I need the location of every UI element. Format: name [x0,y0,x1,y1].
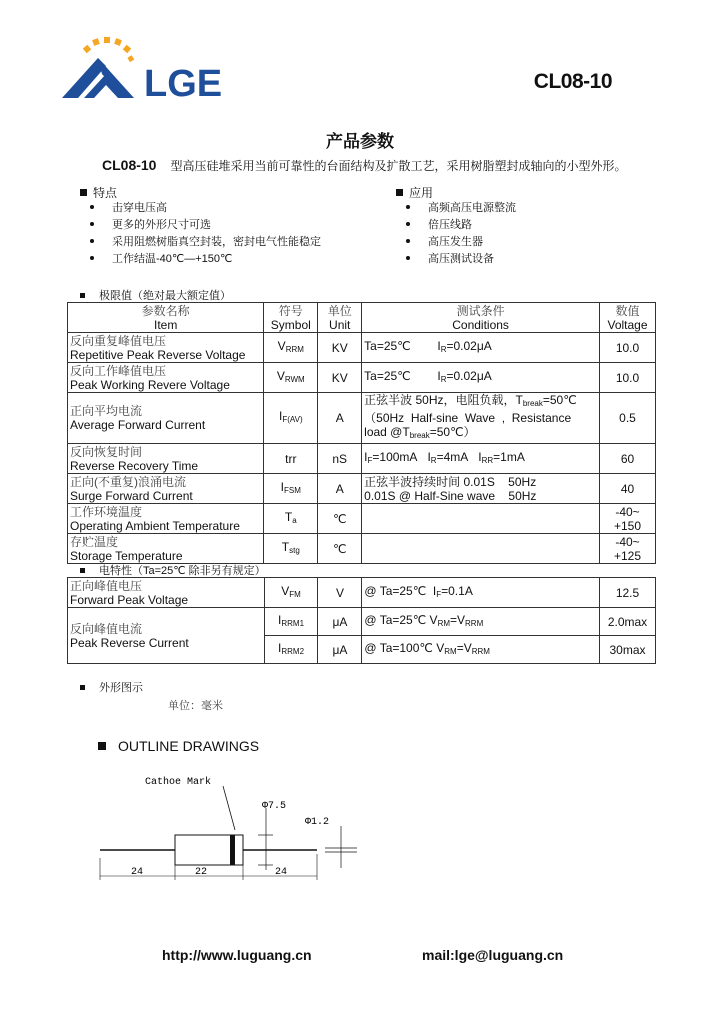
document-heading: 产品参数 [326,132,394,151]
limits-heading: 极限值（绝对最大额定值） [80,287,231,303]
bullet-icon [90,256,94,260]
dim-left-label: 24 [131,867,144,878]
logo-text: LGE [144,63,223,102]
electrical-heading: 电特性（Ta=25℃ 除非另有规定） [80,562,266,578]
table-row: $I_{RRM2}$ μA @ Ta=100℃ $V_{RM}=V_{RRM}$ 30max [68,636,656,664]
header-symbol: 符号 Symbol [264,303,318,333]
table-row: 反向恢复时间 Reverse Recovery Time trr nS $I_F=100mA$ $I_R=4mA$ $I_{RR}=1mA$ 60 [68,444,656,474]
square-bullet-icon [98,742,106,750]
header-item: 参数名称 Item [68,303,264,333]
logo-mountain-icon [62,58,134,98]
table-row: 反向重复峰值电压 Repetitive Peak Reverse Voltage $V_{RRM}$ KV Ta=25℃ $I_R=0.02\mu A$ 10.0 [68,333,656,363]
table-row: 正向平均电流 Average Forward Current $I_{F(AV)}$ A 正弦半波 50Hz，电阻负载，$T_{break}=50℃$ （50Hz Half-sine Wave , Resistance load $@T_{break}=50℃$） 0.5 [68,393,656,444]
list-item: 倍压线路 [406,217,516,234]
intro-model: CL08-10 [102,157,157,173]
cathode-mark-label: Cathoe Mark [145,777,212,788]
square-bullet-icon [80,293,85,298]
bullet-icon [406,256,410,260]
list-item: 高压发生器 [406,234,516,251]
electrical-table [67,577,656,664]
unit-note: 单位：毫米 [168,700,223,712]
square-bullet-icon [396,189,403,196]
list-item: 采用阻燃树脂真空封装，密封电气性能稳定 [90,234,321,251]
list-item: 工作结温-40℃—+150℃ [90,251,321,268]
list-item: 更多的外形尺寸可选 [90,217,321,234]
applications-list [406,200,516,268]
table-row: 正向(不重复)浪涌电流 Surge Forward Current $I_{FSM}$ A 正弦半波持续时间 0.01S 50Hz 0.01S @ Half-Sine wave 50Hz 40 [68,474,656,504]
cathode-band [230,835,235,865]
table-row: 反向工作峰值电压 Peak Working Revere Voltage $V_{RWM}$ KV Ta=25℃ $I_R=0.02\mu A$ 10.0 [68,363,656,393]
table-header-row [68,303,656,333]
applications-heading: 应用 [396,184,433,201]
square-bullet-icon [80,189,87,196]
dim-right-label: 24 [275,867,288,878]
square-bullet-icon [80,568,85,573]
intro-text: 型高压硅堆采用当前可靠性的台面结构及扩散工艺，采用树脂塑封成轴向的小型外形。 [170,159,627,173]
footer-email-link[interactable]: mail:lge@luguang.cn [422,947,564,963]
footer-website-link[interactable]: http://www.luguang.cn [162,947,312,963]
table-row: 正向峰值电压 Forward Peak Voltage $V_{FM}$ V @ Ta=25℃ $I_F=0.1A$ 12.5 [68,578,656,608]
features-heading: 特点 [80,184,117,201]
table-row: 工作环境温度 Operating Ambient Temperature $T_a$ ℃ -40~ +150 [68,504,656,534]
logo-sun-rays-icon [83,37,134,62]
square-bullet-icon [80,685,85,690]
lead-diameter-label: Φ1.2 [305,817,330,828]
bullet-icon [90,239,94,243]
table-row: 反向峰值电流 Peak Reverse Current $I_{RRM1}$ μA @ Ta=25℃ $V_{RM}=V_{RRM}$ 2.0max [68,608,656,636]
header-conditions: 测试条件 Conditions [362,303,600,333]
list-item: 击穿电压高 [90,200,321,217]
outline-title: OUTLINE DRAWINGS [98,738,259,754]
part-number-title: CL08-10 [533,70,612,93]
bullet-icon [406,239,410,243]
limits-table [67,302,656,564]
list-item: 高频高压电源整流 [406,200,516,217]
header-value: 数值 Voltage [600,303,656,333]
bullet-icon [406,205,410,209]
dim-body-label: 22 [195,867,208,878]
features-list [90,200,321,268]
outline-heading-cn: 外形图示 [80,679,143,695]
lge-logo [58,36,248,102]
body-diameter-label: Φ7.5 [262,801,287,812]
intro-paragraph [102,157,626,174]
bullet-icon [90,205,94,209]
list-item: 高压测试设备 [406,251,516,268]
table-row: 存贮温度 Storage Temperature $T_{stg}$ ℃ -40~ +125 [68,534,656,564]
header-unit: 单位 Unit [318,303,362,333]
bullet-icon [90,222,94,226]
bullet-icon [406,222,410,226]
outline-drawing [95,768,365,880]
